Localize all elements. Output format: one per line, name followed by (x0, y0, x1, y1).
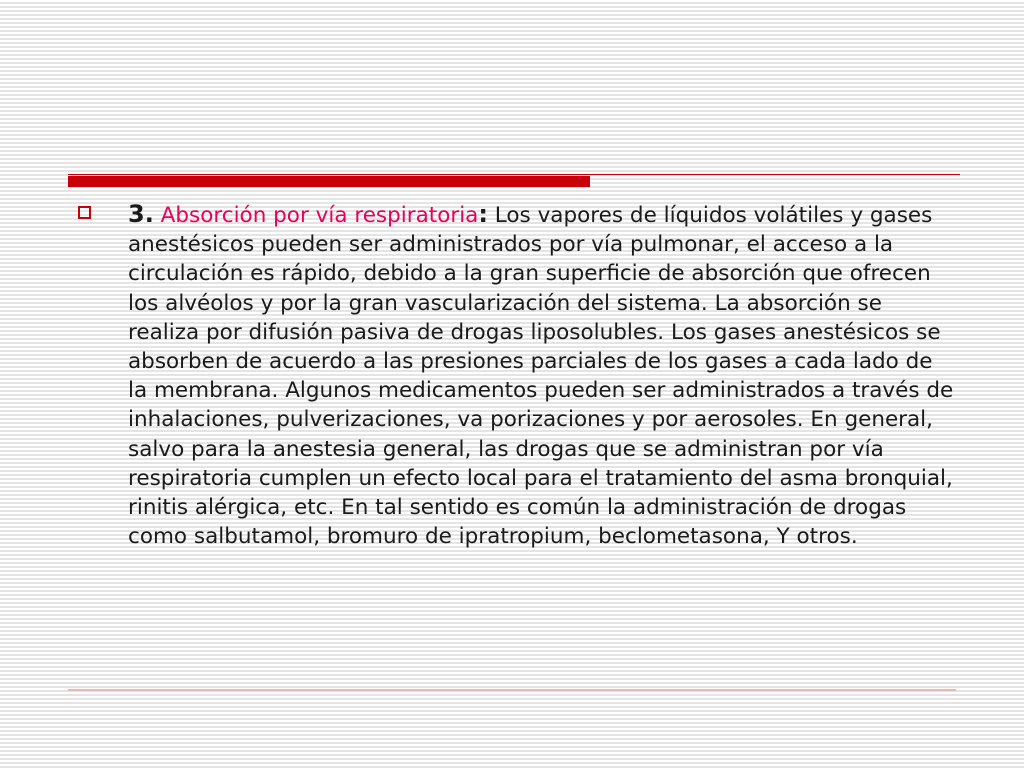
square-bullet-icon (78, 206, 91, 219)
bottom-divider-line (68, 689, 956, 691)
top-divider-line (68, 174, 960, 175)
bullet-paragraph (128, 200, 958, 551)
heading-colon: : (478, 200, 488, 228)
item-number: 3. (128, 200, 154, 228)
top-accent-bar (68, 176, 590, 187)
section-heading: Absorción por vía respiratoria (160, 203, 479, 228)
paragraph-text: Los vapores de líquidos volátiles y gases anestésicos pueden ser administrados por vía pulmonar, el acceso a la circulación es rápido, debido a la gran superficie de absorción que ofrecen los alvéolos y por la gran vascularización del sistema. La absorción se realiza por difusión pasiva de drogas liposolubles. Los gases anestésicos se absorben de acuerdo a las presiones parciales de los gases a cada lado de la membrana. Algunos medicamentos pueden ser administrados a través de inhalaciones, pulverizaciones, va porizaciones y por aerosoles. En general, salvo para la anestesia general, las drogas que se administran por vía respiratoria cumplen un efecto local para el tratamiento del asma bronquial, rinitis alérgica, etc. En tal sentido es común la administración de drogas como salbutamol, bromuro de ipratropium, beclometasona, Y otros. (128, 203, 954, 550)
